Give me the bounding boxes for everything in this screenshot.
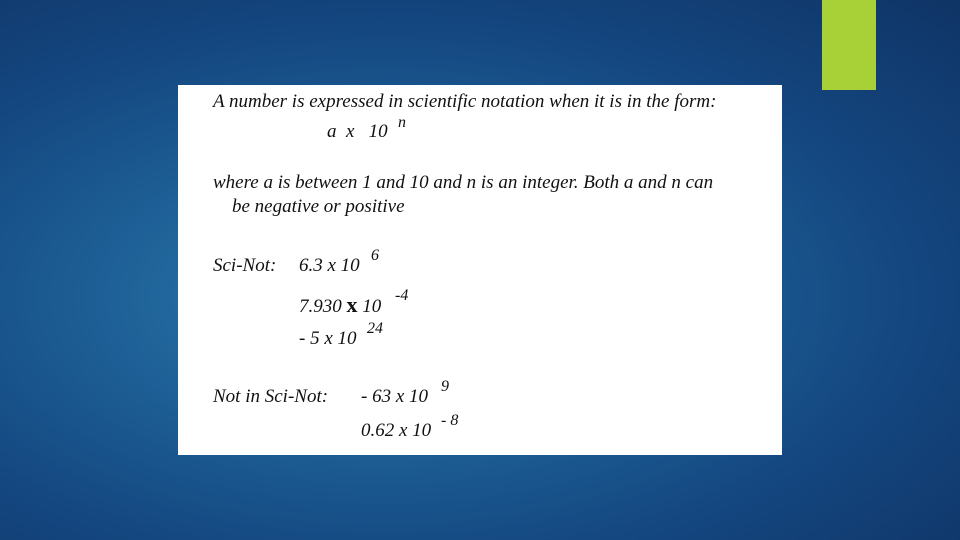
content-card <box>178 85 782 455</box>
intro-text: A number is expressed in scientific notation when it is in the form: <box>213 91 717 112</box>
sci-example-2-base: 10 <box>362 296 382 317</box>
not-example-1: - 63 x 10 <box>361 386 429 407</box>
not-label: Not in Sci-Not: <box>213 386 329 407</box>
accent-tab <box>822 0 876 90</box>
form-exponent: n <box>398 114 406 131</box>
sci-example-1-exponent: 6 <box>371 247 379 264</box>
sci-example-3-exponent: 24 <box>367 320 383 337</box>
where-line-1: where a is between 1 and 10 and n is an integer. Both a and n can <box>213 172 714 193</box>
sci-label: Sci-Not: <box>213 255 277 276</box>
where-line-2: be negative or positive <box>232 196 405 217</box>
sci-example-2-mantissa: 7.930 <box>299 296 342 317</box>
sci-example-3: - 5 x 10 <box>299 328 357 349</box>
sci-example-2 <box>299 294 381 316</box>
not-example-1-exponent: 9 <box>441 378 449 395</box>
not-example-2-exponent: - 8 <box>441 412 459 429</box>
not-example-2: 0.62 x 10 <box>361 420 432 441</box>
form-base: a x 10 <box>327 121 388 142</box>
sci-example-1: 6.3 x 10 <box>299 255 360 276</box>
sci-example-2-exponent: -4 <box>395 287 409 304</box>
sci-example-2-times: x <box>346 292 358 317</box>
